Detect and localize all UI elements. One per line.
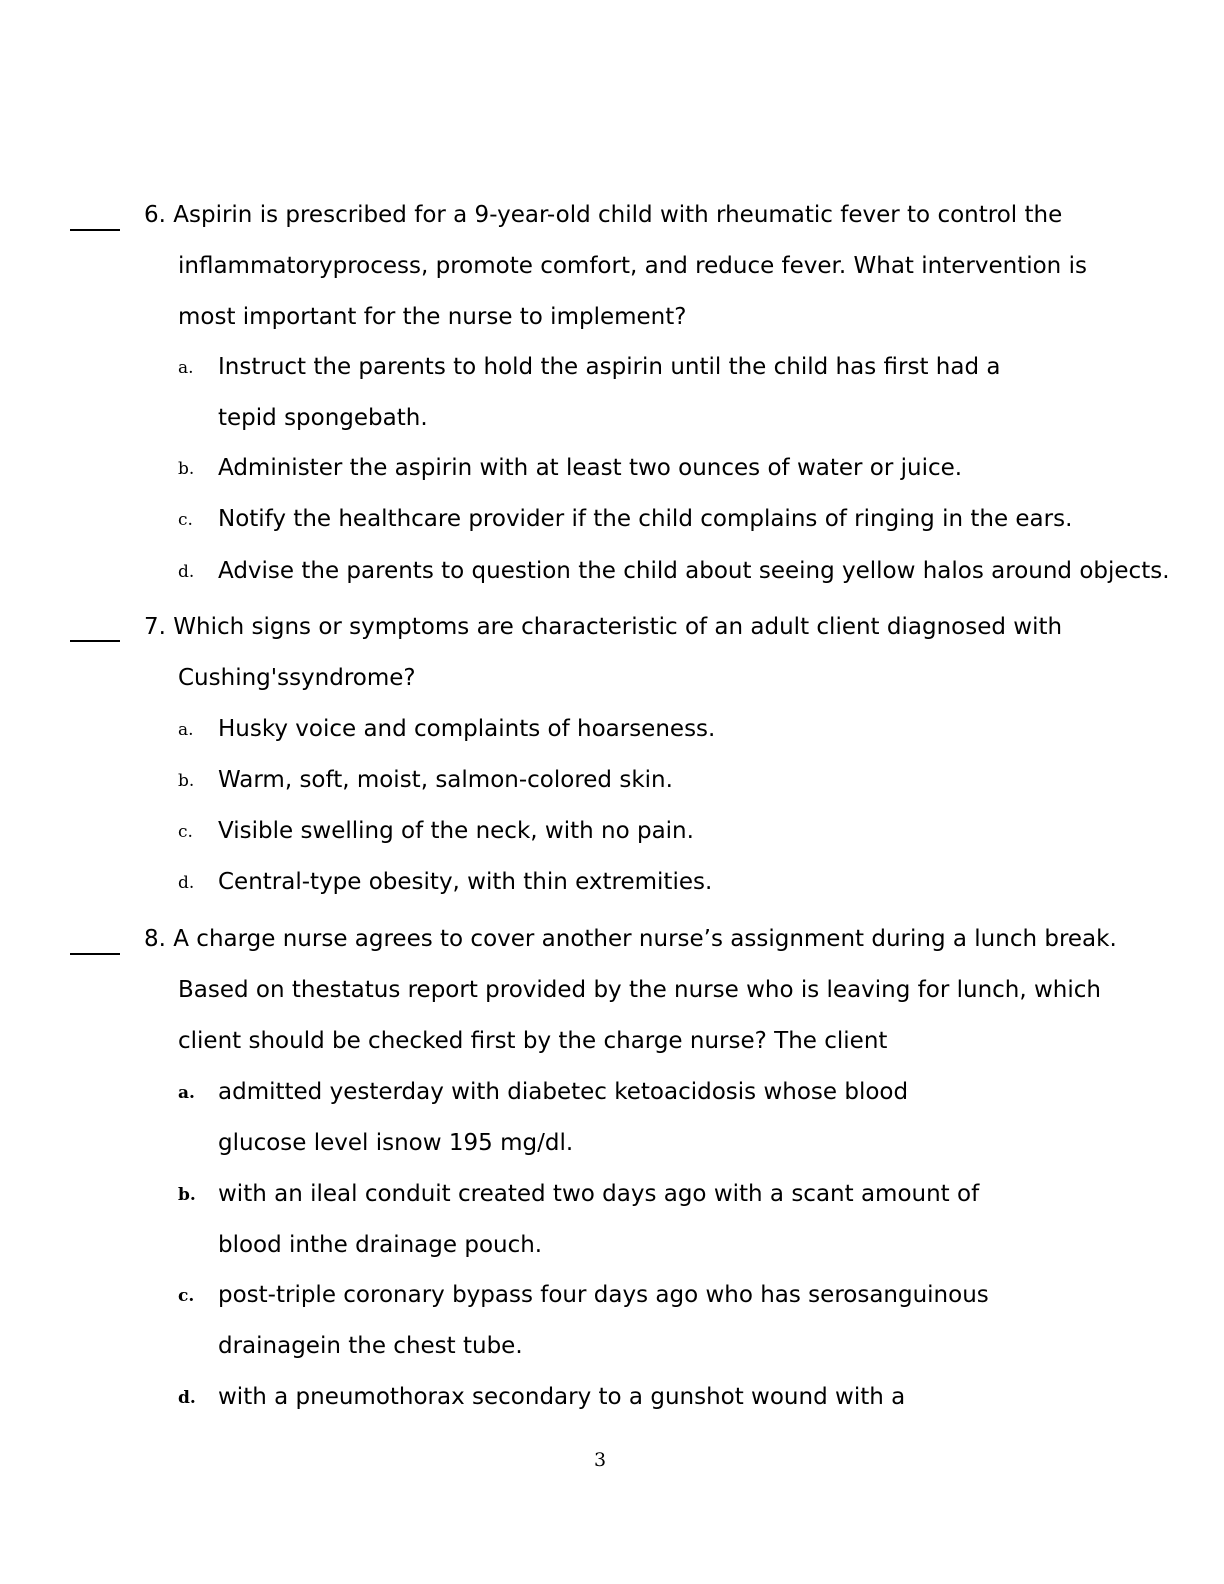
q6-option-a-line-2: tepid spongebath. xyxy=(218,405,428,431)
q8-option-b-line-1: with an ileal conduit created two days ago with a scant amount of xyxy=(218,1181,980,1207)
question-7-line-2: Cushing'ssyndrome? xyxy=(178,665,416,691)
answer-blank-q6[interactable] xyxy=(70,229,120,231)
q8-option-d-line-1: with a pneumothorax secondary to a gunshot wound with a xyxy=(218,1384,906,1410)
question-7-line-1: 7. Which signs or symptoms are characteristic of an adult client diagnosed with xyxy=(144,614,1063,640)
question-8-line-3: client should be checked first by the charge nurse? The client xyxy=(178,1028,888,1054)
q6-option-c-label: c. xyxy=(178,510,193,530)
page-number: 3 xyxy=(593,1449,607,1471)
q7-option-b-text: Warm, soft, moist, salmon-colored skin. xyxy=(218,767,673,793)
answer-blank-q7[interactable] xyxy=(70,640,120,642)
q7-option-d-label: d. xyxy=(178,873,195,893)
q6-option-a-line-1: Instruct the parents to hold the aspirin until the child has first had a xyxy=(218,354,1001,380)
question-6-line-2: inflammatoryprocess, promote comfort, and reduce fever. What intervention is xyxy=(178,253,1087,279)
q8-option-b-line-2: blood inthe drainage pouch. xyxy=(218,1232,543,1258)
q7-option-c-text: Visible swelling of the neck, with no pain. xyxy=(218,818,694,844)
q7-option-b-label: b. xyxy=(178,771,195,791)
q7-option-a-label: a. xyxy=(178,720,194,740)
question-6-line-1: 6. Aspirin is prescribed for a 9-year-old child with rheumatic fever to control the xyxy=(144,202,1063,228)
question-8-line-2: Based on thestatus report provided by the nurse who is leaving for lunch, which xyxy=(178,977,1101,1003)
q6-option-c-text: Notify the healthcare provider if the child complains of ringing in the ears. xyxy=(218,506,1073,532)
q8-option-a-label: a. xyxy=(178,1083,195,1103)
question-8-line-1: 8. A charge nurse agrees to cover another nurse’s assignment during a lunch break. xyxy=(144,926,1117,952)
q8-option-b-label: b. xyxy=(178,1185,196,1205)
q6-option-b-text: Administer the aspirin with at least two ounces of water or juice. xyxy=(218,455,963,481)
question-6-line-3: most important for the nurse to implement? xyxy=(178,304,687,330)
q6-option-d-text: Advise the parents to question the child about seeing yellow halos around objects. xyxy=(218,558,1170,584)
q6-option-b-label: b. xyxy=(178,459,195,479)
q7-option-c-label: c. xyxy=(178,822,193,842)
q6-option-a-label: a. xyxy=(178,358,194,378)
q8-option-a-line-2: glucose level isnow 195 mg/dl. xyxy=(218,1130,574,1156)
q8-option-c-label: c. xyxy=(178,1286,195,1306)
q7-option-d-text: Central-type obesity, with thin extremities. xyxy=(218,869,713,895)
q8-option-a-line-1: admitted yesterday with diabetec ketoacidosis whose blood xyxy=(218,1079,909,1105)
q8-option-c-line-2: drainagein the chest tube. xyxy=(218,1333,523,1359)
q8-option-d-label: d. xyxy=(178,1388,196,1408)
answer-blank-q8[interactable] xyxy=(70,953,120,955)
q6-option-d-label: d. xyxy=(178,562,195,582)
q7-option-a-text: Husky voice and complaints of hoarseness. xyxy=(218,716,716,742)
q8-option-c-line-1: post-triple coronary bypass four days ago who has serosanguinous xyxy=(218,1282,989,1308)
